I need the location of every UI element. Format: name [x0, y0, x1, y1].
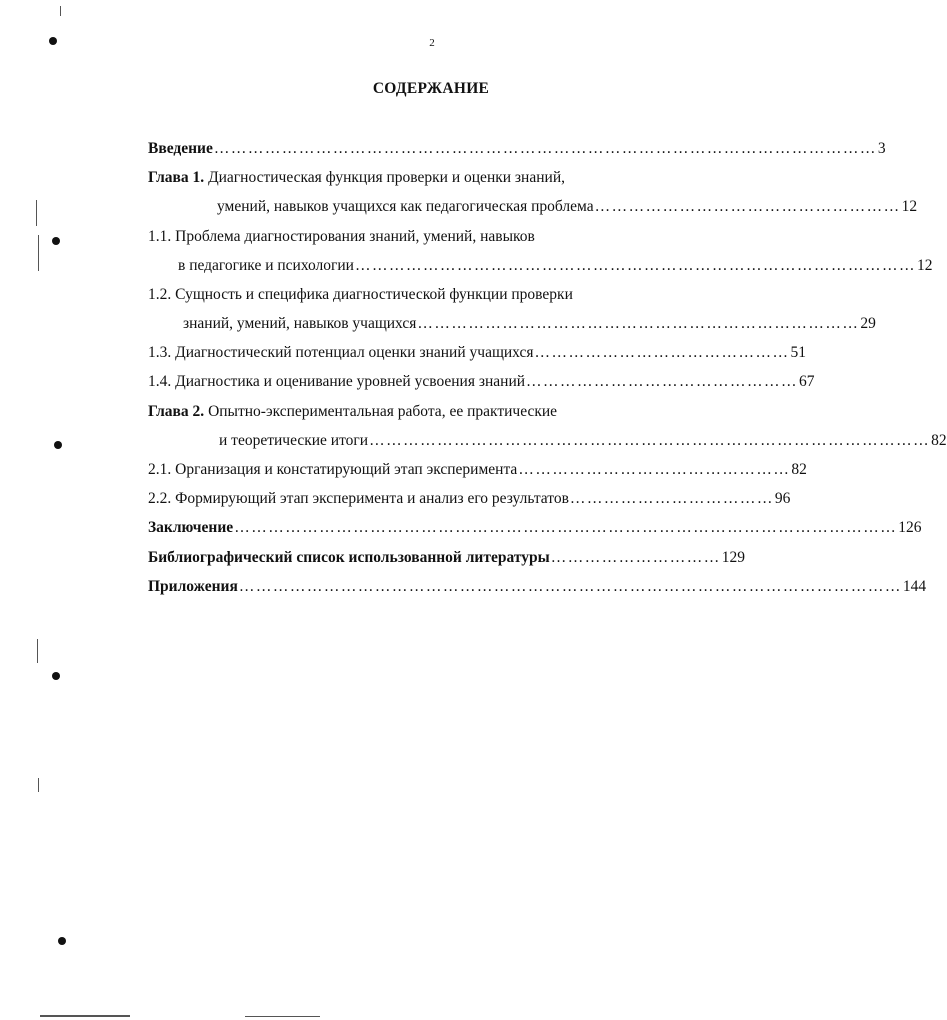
- toc-entry-introduction[interactable]: [148, 139, 886, 159]
- toc-entry-2-1[interactable]: [148, 460, 807, 480]
- toc-leader: ………………………………………………………………………………………………………: [213, 140, 877, 157]
- scan-margin-line: [38, 778, 39, 792]
- scan-margin-line: [60, 6, 61, 16]
- page-title: СОДЕРЖАНИЕ: [372, 80, 490, 97]
- toc-entry-1-4[interactable]: [148, 372, 815, 392]
- toc-entry-bibliography[interactable]: [148, 548, 745, 568]
- toc-label: Заключение: [148, 519, 234, 536]
- toc-entry-1-1[interactable]: [148, 227, 535, 247]
- scan-bottom-line: [40, 1015, 130, 1017]
- toc-entry-chapter-2-cont[interactable]: [219, 431, 947, 451]
- binder-hole-mark: [52, 237, 60, 245]
- toc-leader: …………………………………………: [526, 373, 799, 390]
- toc-label: 2.2. Формирующий этап эксперимента и анализ его результатов: [148, 490, 569, 507]
- toc-label: Библиографический список использованной литературы: [148, 549, 550, 566]
- toc-page-number: 96: [774, 490, 791, 507]
- toc-page-number: 12: [916, 257, 933, 274]
- toc-entry-1-2-cont[interactable]: [183, 314, 876, 334]
- toc-leader: ………………………………………………………………………………………: [369, 432, 931, 449]
- toc-label: 1.3. Диагностический потенциал оценки знаний учащихся: [148, 344, 534, 361]
- toc-page-number: 67: [799, 373, 815, 390]
- toc-leader: …………………………: [550, 549, 721, 566]
- toc-leader: ………………………………………………………………………………………………………: [234, 519, 898, 536]
- toc-entry-chapter-1-cont[interactable]: [217, 197, 918, 217]
- toc-label: Введение: [148, 140, 213, 157]
- toc-label: и теоретические итоги: [219, 432, 369, 449]
- toc-entry-appendices[interactable]: [148, 577, 927, 597]
- scan-margin-line: [36, 200, 37, 226]
- toc-entry-chapter-2[interactable]: [148, 402, 557, 422]
- toc-page-number: 82: [931, 432, 947, 449]
- toc-label: 1.2. Сущность и специфика диагностической функции проверки: [148, 286, 573, 303]
- scan-margin-line: [37, 639, 38, 663]
- toc-label: 1.1. Проблема диагностирования знаний, умений, навыков: [148, 228, 535, 245]
- toc-chapter-label: Глава 1.: [148, 169, 205, 186]
- toc-page-number: 51: [790, 344, 806, 361]
- toc-page-number: 82: [791, 461, 807, 478]
- toc-entry-1-1-cont[interactable]: [178, 256, 933, 276]
- toc-page-number: 144: [902, 578, 927, 595]
- toc-page-number: 29: [860, 315, 876, 332]
- toc-label: умений, навыков учащихся как педагогическая проблема: [217, 198, 594, 215]
- toc-leader: ………………………………………………: [594, 198, 901, 215]
- toc-leader: ………………………………: [569, 490, 774, 507]
- toc-leader: ……………………………………………………………………: [417, 315, 860, 332]
- scan-margin-line: [38, 235, 39, 271]
- toc-entry-chapter-1[interactable]: [148, 168, 565, 188]
- scan-bottom-line: [245, 1016, 320, 1017]
- toc-leader: ………………………………………………………………………………………………………: [238, 578, 902, 595]
- page-number: 2: [429, 37, 435, 49]
- binder-hole-mark: [49, 37, 57, 45]
- binder-hole-mark: [52, 672, 60, 680]
- toc-label: в педагогике и психологии: [178, 257, 354, 274]
- toc-label: 2.1. Организация и констатирующий этап эксперимента: [148, 461, 518, 478]
- toc-leader: ………………………………………………………………………………………: [354, 257, 916, 274]
- toc-page-number: 3: [877, 140, 886, 157]
- toc-page-number: 126: [898, 519, 922, 536]
- toc-label: Опытно-экспериментальная работа, ее практические: [204, 403, 558, 420]
- toc-label: 1.4. Диагностика и оценивание уровней усвоения знаний: [148, 373, 526, 390]
- toc-label: знаний, умений, навыков учащихся: [183, 315, 417, 332]
- toc-label: Приложения: [148, 578, 238, 595]
- toc-leader: …………………………………………: [518, 461, 791, 478]
- toc-page-number: 12: [901, 198, 918, 215]
- toc-leader: ………………………………………: [534, 344, 790, 361]
- toc-entry-conclusion[interactable]: [148, 518, 922, 538]
- toc-chapter-label: Глава 2.: [148, 403, 205, 420]
- toc-entry-1-3[interactable]: [148, 343, 806, 363]
- toc-label: Диагностическая функция проверки и оценки знаний,: [204, 169, 565, 186]
- binder-hole-mark: [54, 441, 62, 449]
- toc-entry-2-2[interactable]: [148, 489, 791, 509]
- toc-page-number: 129: [721, 549, 745, 566]
- toc-entry-1-2[interactable]: [148, 285, 573, 305]
- binder-hole-mark: [58, 937, 66, 945]
